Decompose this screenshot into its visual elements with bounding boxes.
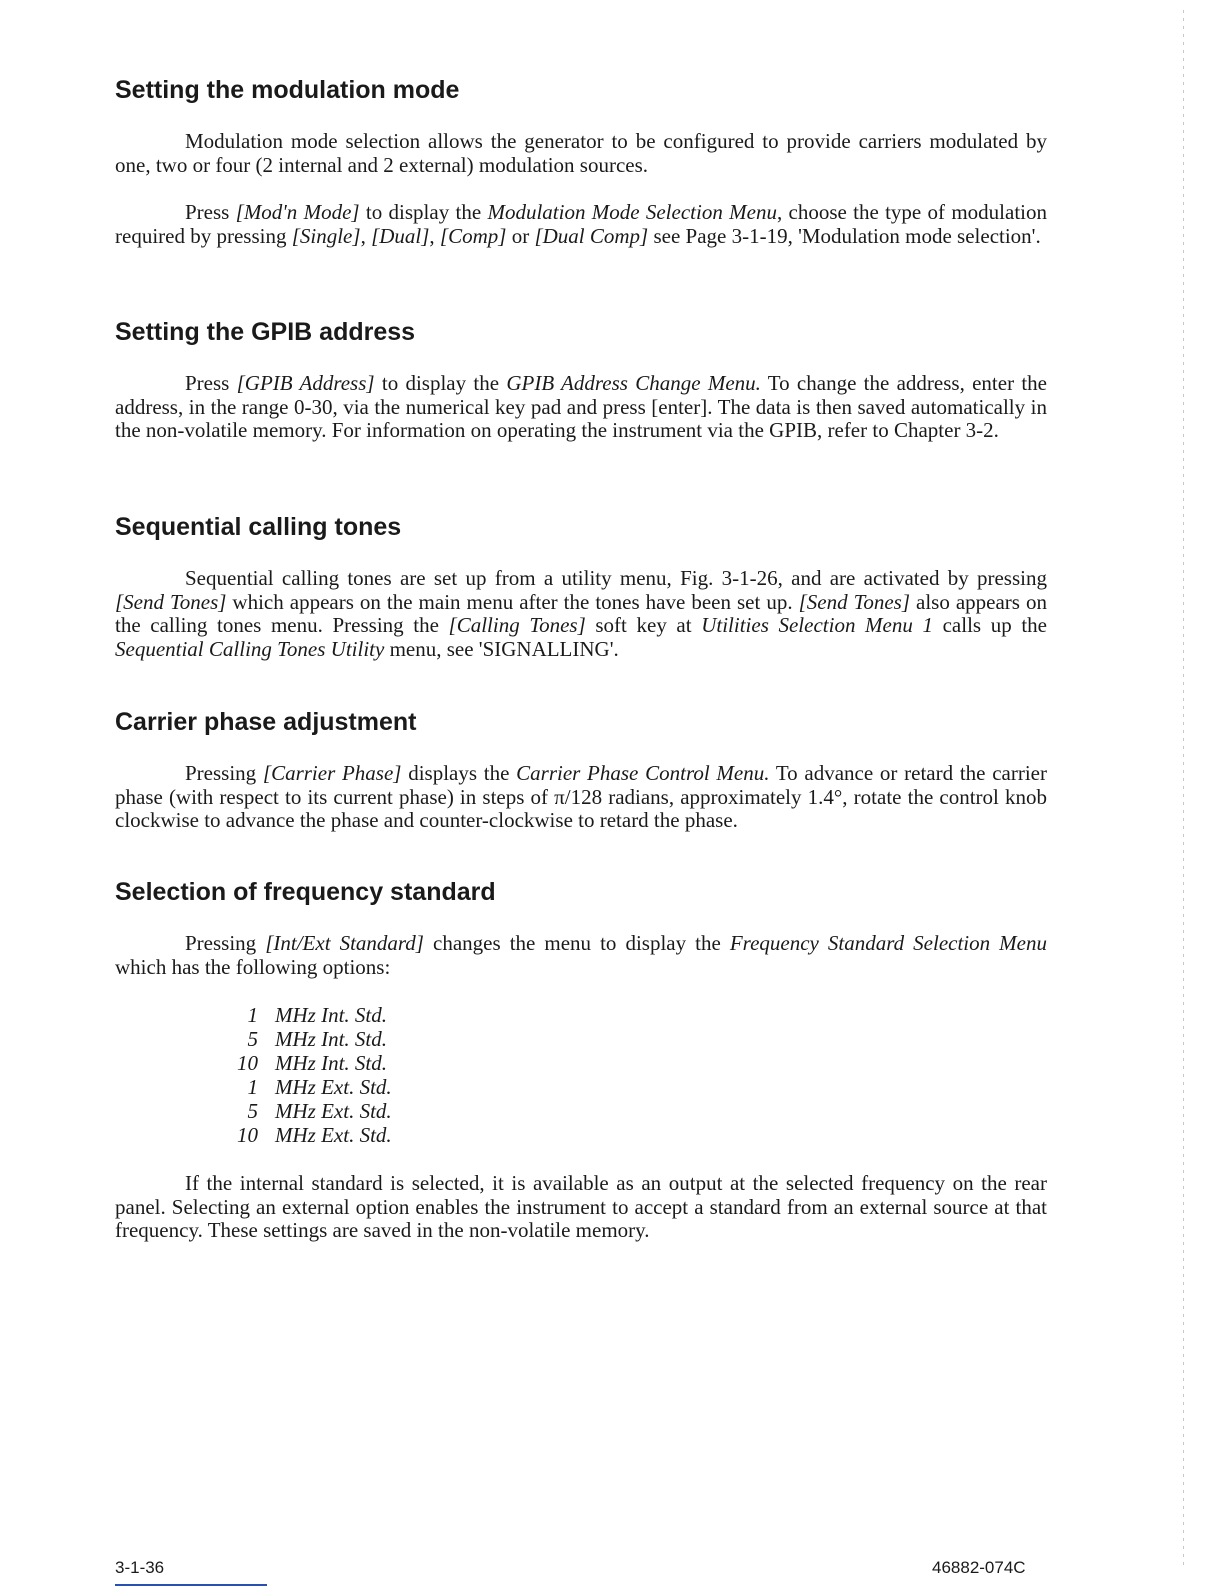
text-run: menu, see 'SIGNALLING'. bbox=[384, 636, 619, 661]
italic-text-run: GPIB Address Change Menu. bbox=[506, 371, 761, 395]
italic-text-run: [Carrier Phase] bbox=[262, 761, 402, 785]
text-run: To advance or retard the carrier phase (with respect to its current phase) in steps of π/128 radians, approximately 1.4°, rotate the control knob clockwise to advance the phase and counter-clockwise to retard the phase. bbox=[115, 761, 1047, 832]
paragraph bbox=[115, 932, 1047, 979]
list-item bbox=[115, 1123, 392, 1147]
italic-text-run: [Calling Tones] bbox=[448, 613, 586, 637]
option-label: MHz Ext. Std. bbox=[275, 1099, 392, 1123]
text-run: , bbox=[429, 223, 440, 248]
option-number: 10 bbox=[237, 1051, 258, 1075]
paragraph bbox=[115, 130, 1047, 177]
text-run: , choose the type of modulation required by pressing bbox=[115, 200, 1047, 248]
option-number: 1 bbox=[247, 1075, 258, 1099]
text-run: soft key at bbox=[585, 613, 702, 637]
text-run: also appears on the calling tones menu. Pressing the bbox=[115, 589, 1047, 637]
italic-text-run: Modulation Mode Selection Menu bbox=[487, 200, 777, 224]
italic-text-run: [Int/Ext Standard] bbox=[265, 931, 424, 955]
option-label: MHz Int. Std. bbox=[275, 1051, 387, 1075]
option-number: 5 bbox=[247, 1027, 258, 1051]
option-label: MHz Ext. Std. bbox=[275, 1123, 392, 1147]
paragraph bbox=[115, 201, 1047, 248]
text-run: Press bbox=[185, 371, 237, 395]
italic-text-run: [Send Tones] bbox=[798, 589, 910, 614]
heading-gpib-address: Setting the GPIB address bbox=[115, 318, 416, 346]
list-item bbox=[115, 1051, 392, 1075]
italic-text-run: Frequency Standard Selection Menu bbox=[729, 931, 1047, 955]
italic-text-run: [GPIB Address] bbox=[236, 371, 375, 395]
list-item bbox=[115, 1075, 392, 1099]
text-run: to display the bbox=[359, 200, 488, 224]
text-run: changes the menu to display the bbox=[423, 931, 730, 955]
list-item bbox=[115, 1003, 392, 1027]
italic-text-run: Carrier Phase Control Menu. bbox=[516, 761, 770, 785]
text-run: displays the bbox=[401, 761, 517, 785]
page-number: 3-1-36 bbox=[115, 1558, 165, 1577]
text-run: Modulation mode selection allows the generator to be configured to provide carriers modulated by one, two or four (2 internal and 2 external) modulation sources. bbox=[115, 129, 1047, 177]
paragraph bbox=[115, 567, 1047, 661]
option-label: MHz Ext. Std. bbox=[275, 1075, 392, 1099]
text-run: Press bbox=[185, 200, 236, 224]
list-item bbox=[115, 1099, 392, 1123]
text-run: which appears on the main menu after the tones have been set up. bbox=[226, 589, 799, 614]
option-number: 5 bbox=[247, 1099, 258, 1123]
italic-text-run: [Single] bbox=[291, 223, 361, 248]
option-number: 1 bbox=[247, 1003, 258, 1027]
heading-sequential-calling-tones: Sequential calling tones bbox=[115, 513, 402, 541]
list-item bbox=[115, 1027, 392, 1051]
text-run: to display the bbox=[374, 371, 507, 395]
paragraph bbox=[115, 372, 1047, 443]
italic-text-run: [Mod'n Mode] bbox=[235, 200, 360, 224]
text-run: To change the address, enter the address, in the range 0-30, via the numerical key pad and press [enter]. The data is then saved automatically in the non-volatile memory. For information on operating the instrument via the GPIB, refer to Chapter 3-2. bbox=[115, 371, 1048, 442]
text-run: Pressing bbox=[185, 931, 266, 955]
heading-modulation-mode: Setting the modulation mode bbox=[115, 76, 460, 104]
option-number: 10 bbox=[237, 1123, 258, 1147]
option-label: MHz Int. Std. bbox=[275, 1027, 387, 1051]
italic-text-run: Sequential Calling Tones Utility bbox=[115, 636, 385, 661]
text-run: which has the following options: bbox=[115, 954, 391, 979]
heading-frequency-standard: Selection of frequency standard bbox=[115, 878, 496, 906]
frequency-standard-options-list bbox=[115, 1003, 392, 1147]
heading-carrier-phase-adjustment: Carrier phase adjustment bbox=[115, 708, 417, 736]
paragraph bbox=[115, 1172, 1047, 1243]
text-run: see Page 3-1-19, 'Modulation mode selection'. bbox=[648, 223, 1041, 248]
italic-text-run: [Dual Comp] bbox=[534, 223, 649, 248]
option-label: MHz Int. Std. bbox=[275, 1003, 387, 1027]
italic-text-run: [Comp] bbox=[439, 223, 507, 248]
text-run: , bbox=[360, 223, 372, 248]
text-run: Pressing bbox=[185, 761, 263, 785]
paragraph bbox=[115, 762, 1047, 833]
text-run: calls up the bbox=[933, 613, 1047, 637]
text-run: or bbox=[506, 223, 535, 248]
text-run: Sequential calling tones are set up from a utility menu, Fig. 3-1-26, and are activated by pressing bbox=[185, 566, 1047, 590]
document-number: 46882-074C bbox=[932, 1558, 1026, 1577]
italic-text-run: [Send Tones] bbox=[115, 589, 227, 614]
text-run: If the internal standard is selected, it is available as an output at the selected frequency on the rear panel. Selecting an external option enables the instrument to accept a standard from an external source at that frequency. These settings are saved in the non-volatile memory. bbox=[115, 1171, 1047, 1242]
italic-text-run: Utilities Selection Menu 1 bbox=[701, 613, 933, 637]
scan-margin-line bbox=[1183, 10, 1184, 1570]
italic-text-run: [Dual] bbox=[371, 223, 430, 248]
